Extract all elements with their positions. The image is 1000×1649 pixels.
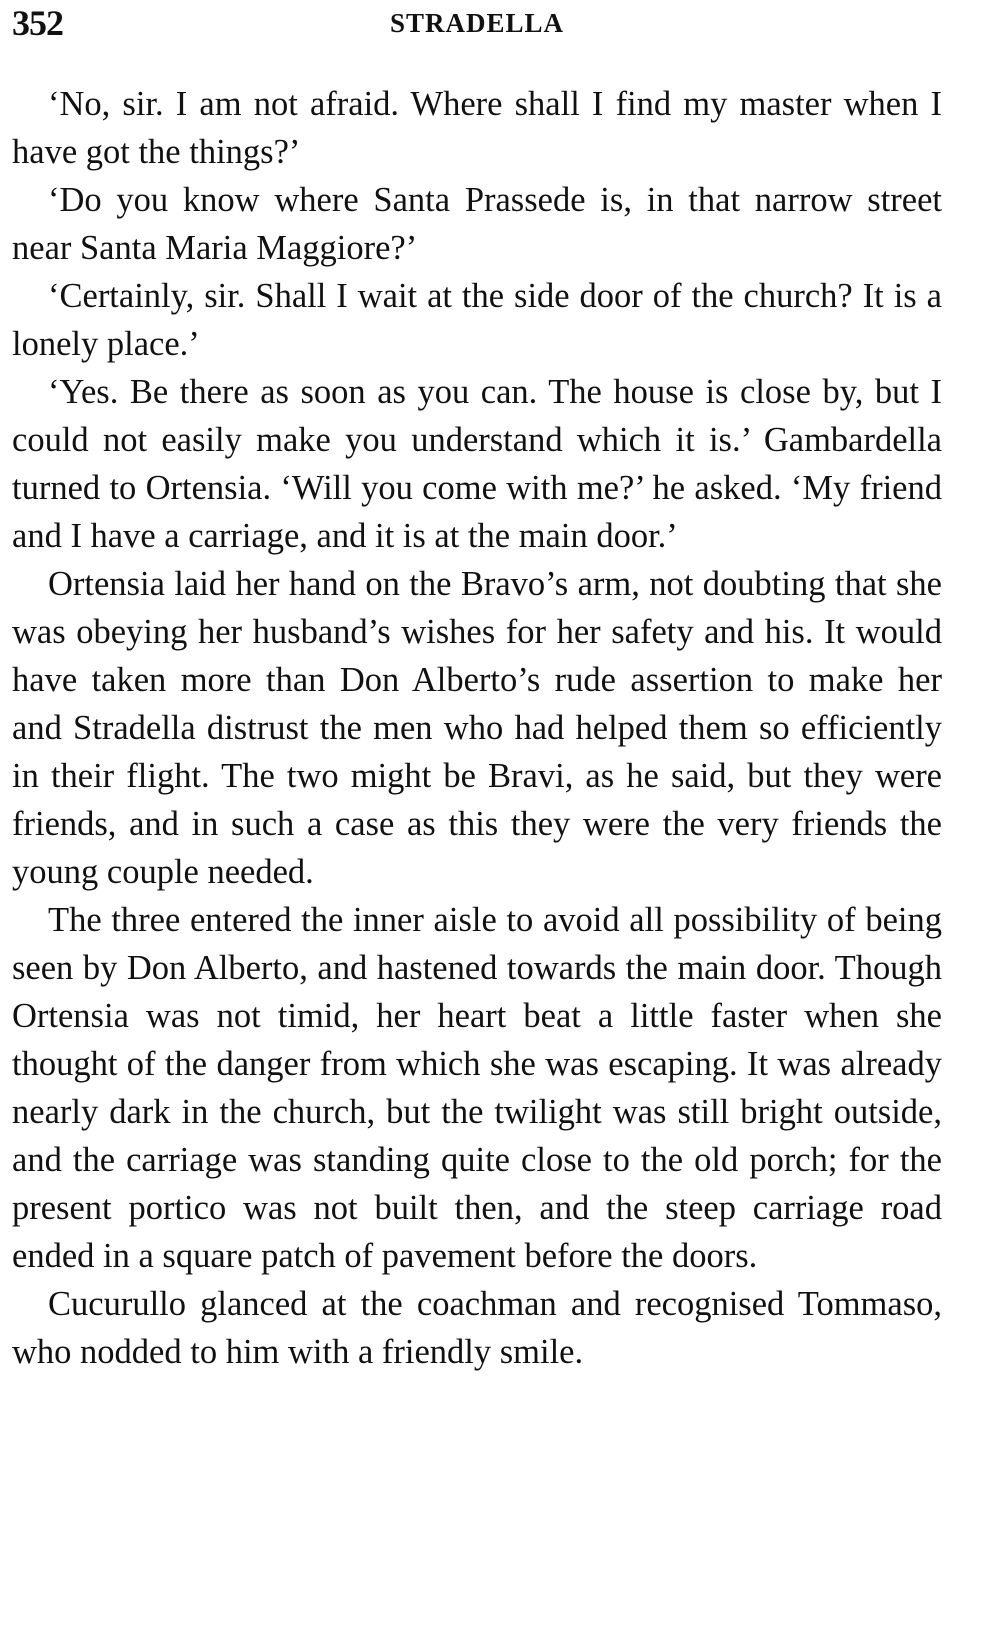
paragraph: ‘Yes. Be there as soon as you can. The house is close by, but I could not easily make you understand which it is.’ Gambardella turned to Ortensia. ‘Will you come with me?’ he asked. ‘My friend and I have a carriage, and it is at the main door.’ xyxy=(12,373,942,555)
body-text xyxy=(12,80,942,1376)
paragraph: ‘Certainly, sir. Shall I wait at the side door of the church? It is a lonely place.’ xyxy=(12,277,942,363)
paragraph: ‘Do you know where Santa Prassede is, in that narrow street near Santa Maria Maggiore?’ xyxy=(12,181,942,267)
running-head: STRADELLA xyxy=(389,8,565,38)
paragraph: ‘No, sir. I am not afraid. Where shall I find my master when I have got the things?’ xyxy=(12,85,942,171)
page-header xyxy=(12,0,942,52)
paragraph: Cucurullo glanced at the coachman and recognised Tommaso, who nodded to him with a friendly smile. xyxy=(12,1285,942,1371)
paragraph: The three entered the inner aisle to avoid all possibility of being seen by Don Alberto, and hastened towards the main door. Though Ortensia was not timid, her heart beat a little faster when she thought of the danger from which she was escaping. It was already nearly dark in the church, but the twilight was still bright outside, and the carriage was standing quite close to the old porch; for the present portico was not built then, and the steep carriage road ended in a square patch of pavement before the doors. xyxy=(12,901,942,1275)
page-number: 352 xyxy=(12,3,63,43)
paragraph: Ortensia laid her hand on the Bravo’s arm, not doubting that she was obeying her husband’s wishes for her safety and his. It would have taken more than Don Alberto’s rude assertion to make her and Stradella distrust the men who had helped them so efficiently in their flight. The two might be Bravi, as he said, but they were friends, and in such a case as this they were the very friends the young couple needed. xyxy=(12,565,942,891)
book-page xyxy=(12,0,942,1376)
